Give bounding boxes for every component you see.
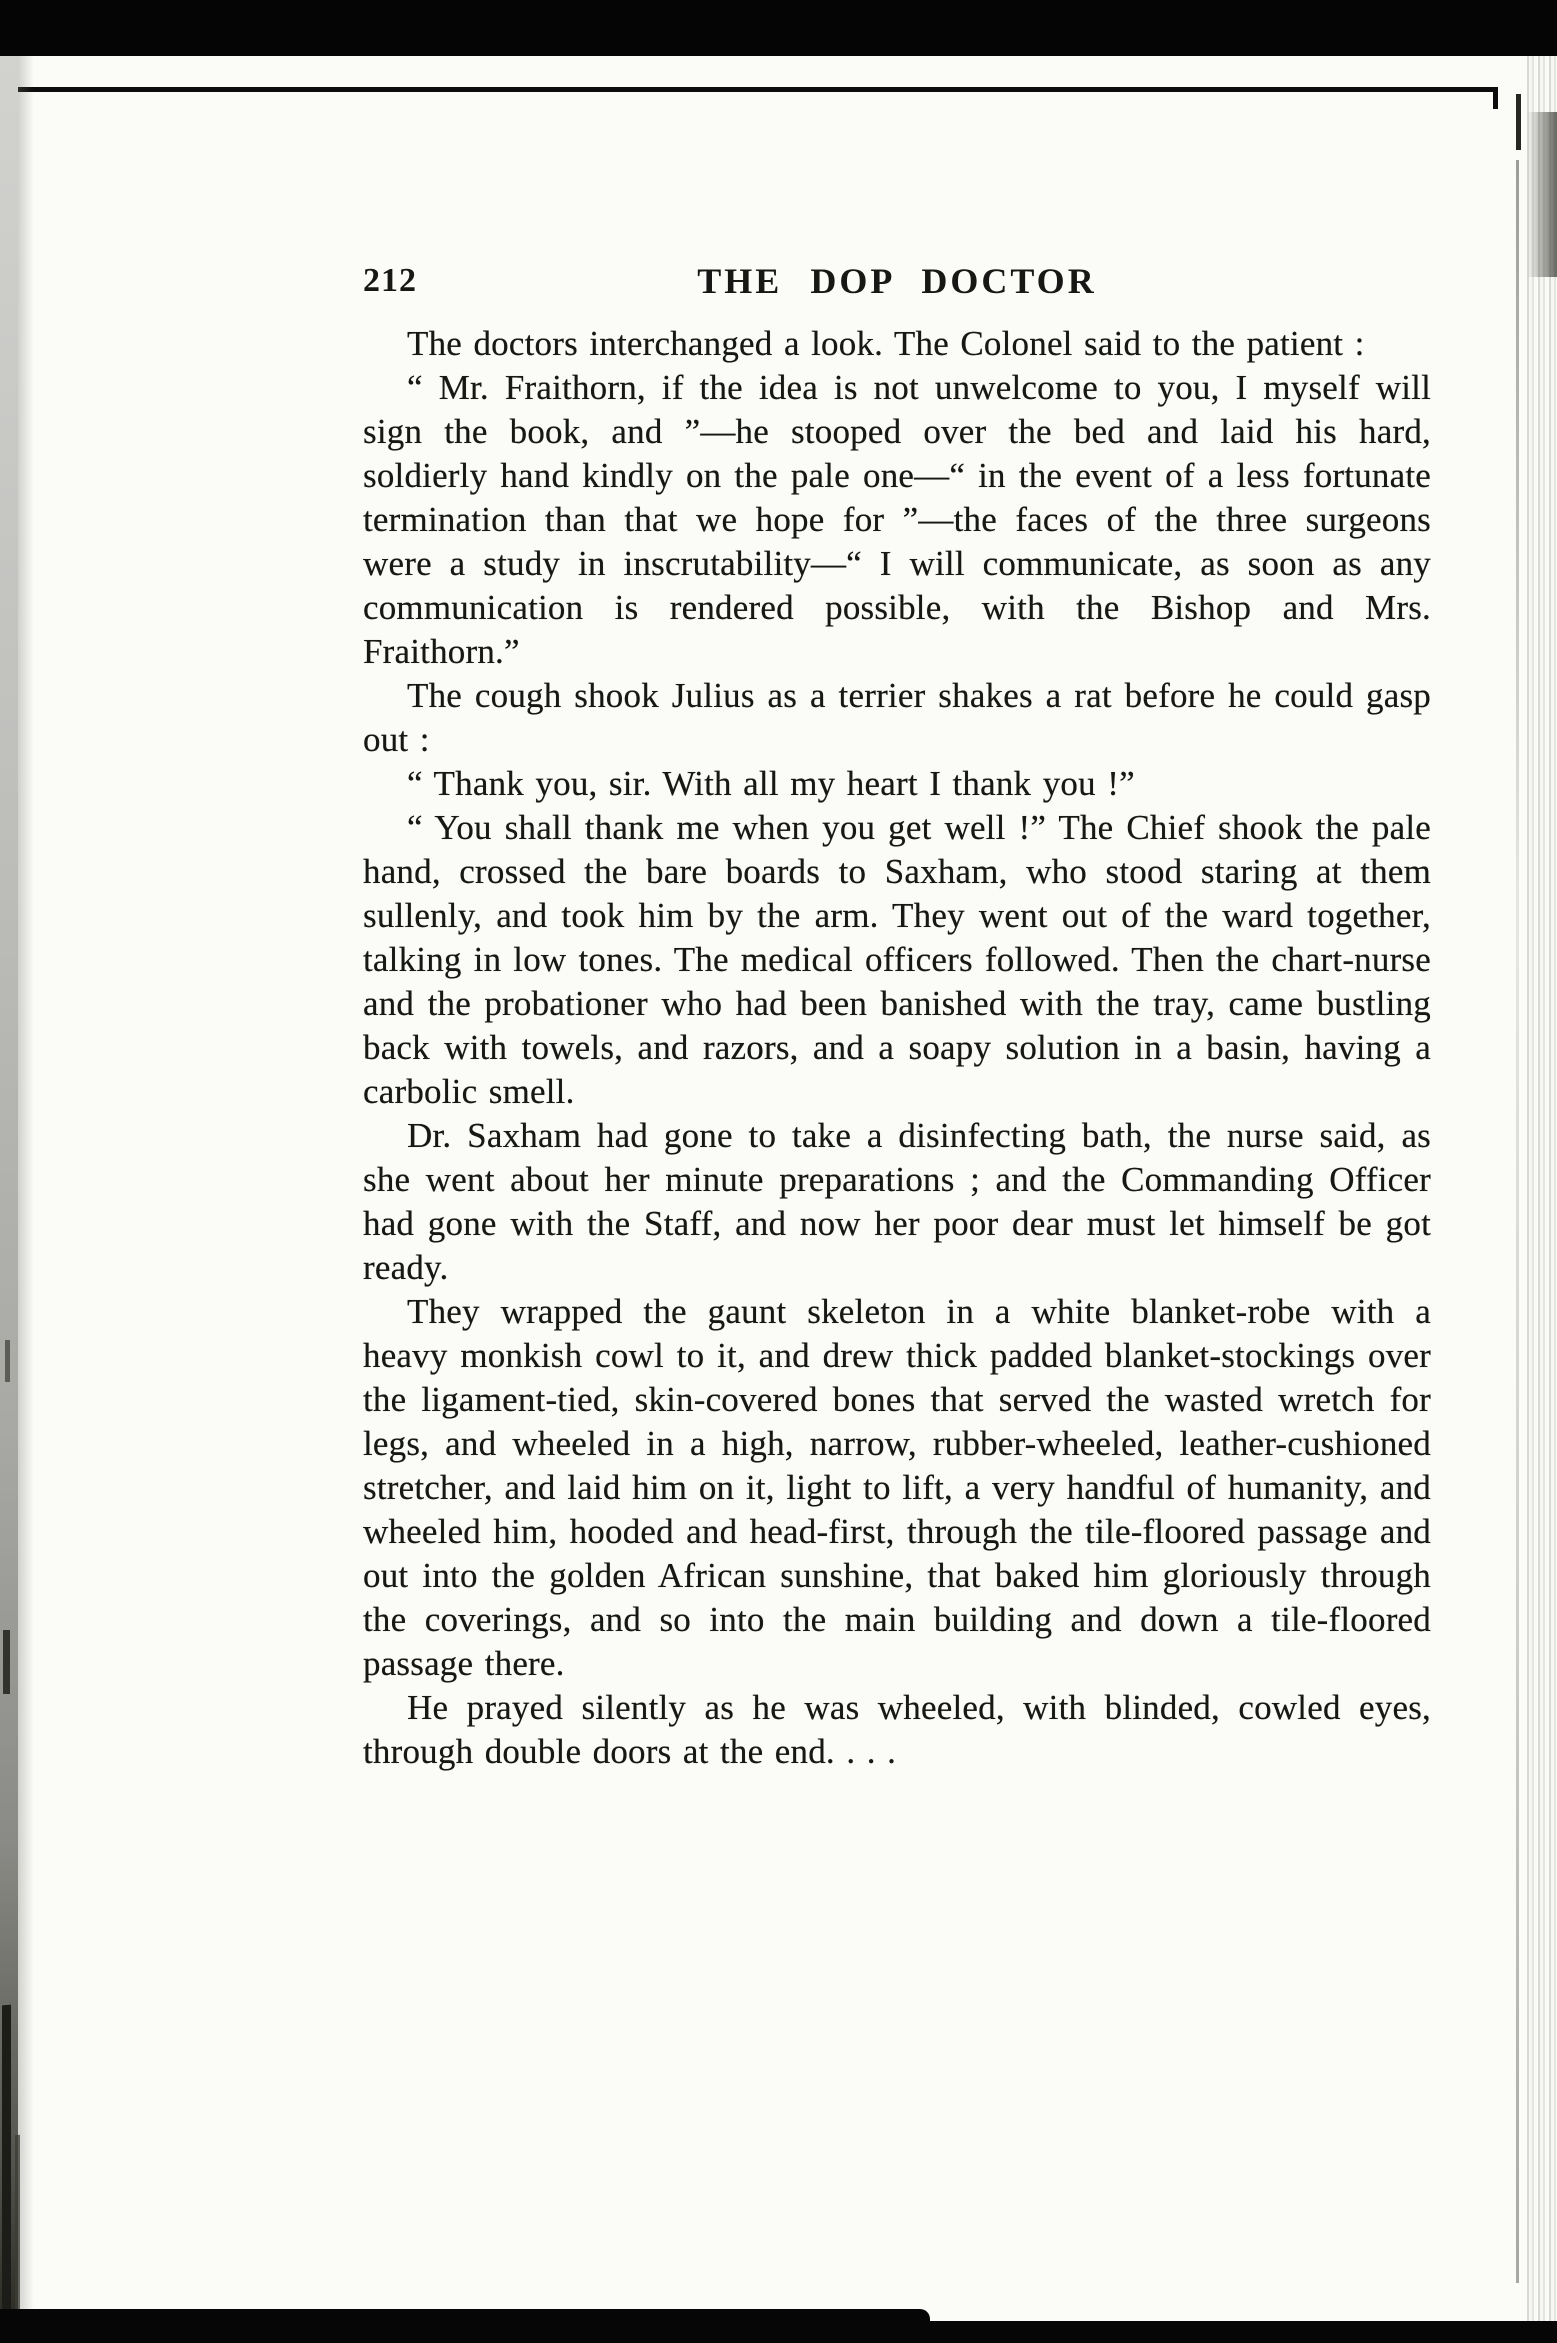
scan-artifact-streak (15, 2135, 20, 2326)
page-title: THE DOP DOCTOR (697, 261, 1097, 301)
scan-artifact-right-smudge (1527, 112, 1557, 277)
paragraph: They wrapped the gaunt skeleton in a white blanket-robe with a heavy monkish cowl to it, and drew thick padded blanket-stockings over the ligament-tied, skin-covered bones that served the wasted wretch for legs, and wheeled in a high, narrow, rubber-wheeled, leather-cushioned stretcher, and laid him on it, light to lift, a very handful of humanity, and wheeled him, hooded and head-first, through the tile-floored passage and out into the golden African sunshine, that baked him gloriously through the coverings, and so into the main building and down a tile-floored passage there. (363, 1292, 1431, 1683)
scan-artifact-streak (5, 1340, 10, 1382)
paragraph: He prayed silently as he was wheeled, with blinded, cowled eyes, through double doors at the end. . . . (363, 1688, 1431, 1771)
page-content (363, 260, 1431, 1774)
scan-artifact-rule-tick (1493, 87, 1498, 109)
scan-artifact-right-edge (1527, 56, 1557, 2321)
paragraph: “ You shall thank me when you get well !” The Chief shook the pale hand, crossed the bare boards to Saxham, who stood staring at them sullenly, and took him by the arm. They went out of the ward together, talking in low tones. The medical officers followed. Then the chart-nurse and the probationer who had been banished with the tray, came bustling back with towels, and razors, and a soapy solution in a basin, having a carbolic smell. (363, 808, 1431, 1111)
paragraph: Dr. Saxham had gone to take a disinfecting bath, the nurse said, as she went about her minute preparations ; and the Commanding Officer had gone with the Staff, and now her poor dear must let himself be got ready. (363, 1116, 1431, 1287)
scan-artifact-right-tick (1516, 94, 1521, 150)
paragraph: “ Thank you, sir. With all my heart I thank you !” (407, 764, 1135, 803)
page-header (363, 260, 1431, 310)
paragraph: The cough shook Julius as a terrier shakes a rat before he could gasp out : (363, 676, 1431, 759)
scan-artifact-bottom-bar-thick (0, 2309, 930, 2343)
scan-artifact-gutter-shadow (1516, 160, 1519, 2283)
paragraph: “ Mr. Fraithorn, if the idea is not unwelcome to you, I myself will sign the book, and ”—he stooped over the bed and laid his hard, soldierly hand kindly on the pale one—“ in the event of a less fortunate termination than that we hope for ”—the faces of the three surgeons were a study in inscrutability—“ I will communicate, as soon as any communication is rendered possible, with the Bishop and Mrs. Fraithorn.” (363, 368, 1431, 671)
scan-artifact-streak (2, 2005, 11, 2326)
scan-artifact-streak (3, 1630, 10, 1694)
paragraph: The doctors interchanged a look. The Colonel said to the patient : (407, 324, 1365, 363)
scan-artifact-top-bar (0, 0, 1557, 56)
page-body (363, 322, 1431, 1774)
scan-artifact-left-shadow (18, 56, 34, 2343)
scan-artifact-top-rule (0, 87, 1498, 92)
page-number: 212 (363, 262, 417, 299)
scan-artifact-left-edge (0, 56, 18, 2343)
